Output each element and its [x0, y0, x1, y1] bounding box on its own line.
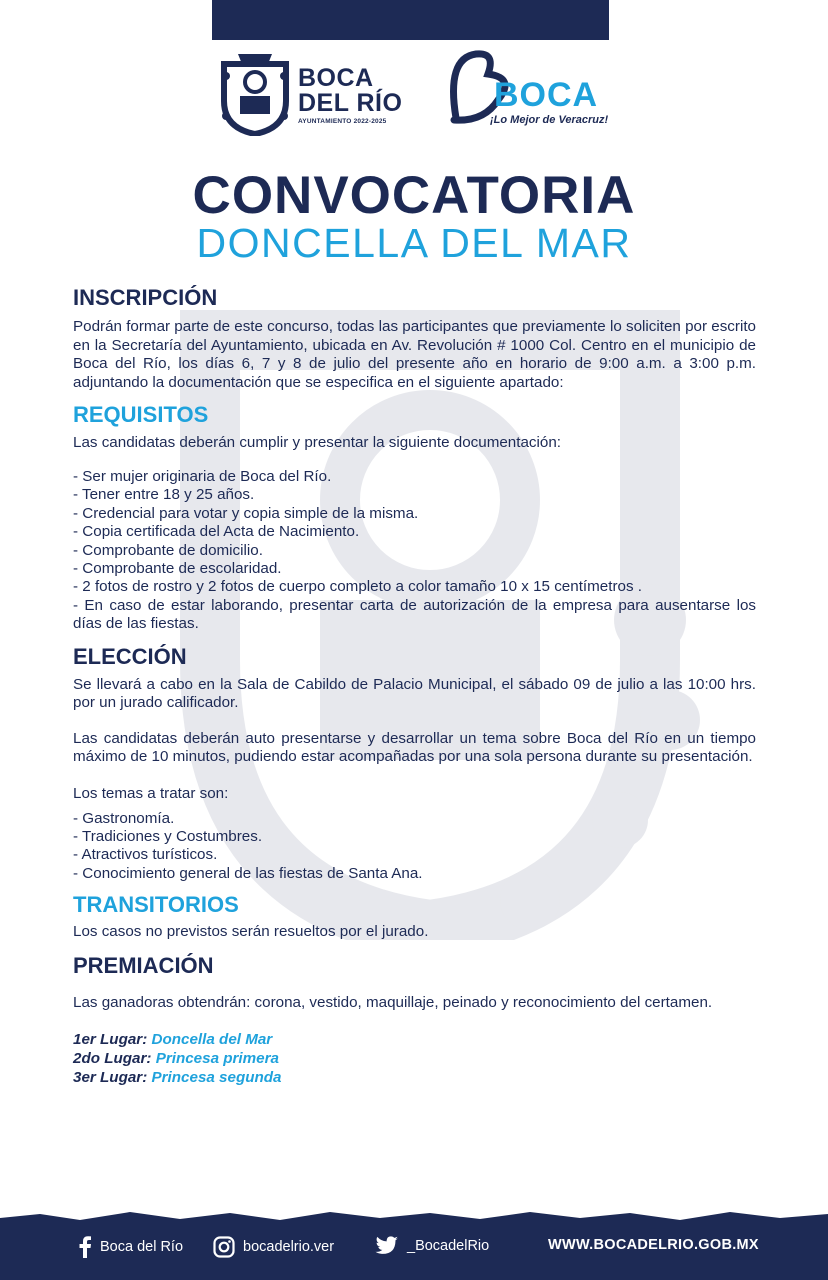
temas-intro: Los temas a tratar son: — [73, 785, 229, 802]
inscripcion-text: Podrán formar parte de este concurso, todas las participantes que previamente lo soliciten por escrito en la Secretaría del Ayuntamiento, ubicada en Av. Revolución # 1000 Col. Centro en el municipio de Boca del Río, los días 6, 7 y 8 de julio del presente año en horario de 9:00 a.m. a 3:00 p.m. adjuntando la documentación que se especifica en el siguiente apartado: — [73, 318, 756, 391]
heading-eleccion: ELECCIÓN — [73, 643, 187, 669]
logo-text-ayuntamiento: AYUNTAMIENTO 2022-2025 — [298, 118, 387, 125]
tema-item: - Conocimiento general de las fiestas de Santa Ana. — [73, 864, 423, 882]
eleccion-paragraph-2: Las candidatas deberán auto presentarse y desarrollar un tema sobre Boca del Río en un tiempo máximo de 10 minutos, pudiendo estar acompañadas por una sola persona durante su presentación. — [73, 729, 756, 766]
municipal-seal-logo — [216, 46, 294, 136]
svg-text:BOCA: BOCA — [494, 76, 599, 114]
requisito-item: - En caso de estar laborando, presentar carta de autorización de la empresa para ausentarse los días de las fiestas. — [73, 596, 756, 633]
tema-item: - Gastronomía. — [73, 809, 175, 827]
twitter-label: _BocadelRio — [407, 1238, 490, 1254]
requisito-item: - Credencial para votar y copia simple de la misma. — [73, 504, 419, 522]
content — [73, 284, 756, 1087]
heading-inscripcion: INSCRIPCIÓN — [73, 285, 218, 310]
instagram-icon — [213, 1236, 235, 1258]
logo-text-boca: BOCA — [298, 64, 374, 92]
logo-text-del-rio: DEL RÍO — [298, 89, 403, 117]
tema-item: - Atractivos turísticos. — [73, 846, 218, 864]
requisitos-intro: Las candidatas deberán cumplir y presentar la siguiente documentación: — [73, 434, 561, 452]
heading-premiacion: PREMIACIÓN — [73, 952, 214, 978]
twitter-icon — [375, 1236, 399, 1256]
footer-twitter[interactable] — [375, 1236, 489, 1256]
requisito-item: - Comprobante de escolaridad. — [73, 560, 282, 577]
heading-transitorios: TRANSITORIOS — [73, 892, 239, 918]
eleccion-paragraph-1: Se llevará a cabo en la Sala de Cabildo de Palacio Municipal, el sábado 09 de julio a las 10:00 hrs. por un jurado calificador. — [73, 675, 756, 712]
transitorios-text: Los casos no previstos serán resueltos por el jurado. — [73, 923, 429, 941]
instagram-label: bocadelrio.ver — [243, 1239, 335, 1255]
title-convocatoria: CONVOCATORIA — [192, 166, 636, 225]
footer-facebook[interactable] — [78, 1236, 183, 1258]
facebook-icon — [78, 1236, 92, 1258]
boca-tagline: ¡Lo Mejor de Veracruz! — [490, 114, 609, 126]
top-bar — [212, 0, 609, 40]
prize-2: 2do Lugar: Princesa primera — [73, 1050, 279, 1067]
heading-requisitos: REQUISITOS — [73, 402, 209, 428]
facebook-label: Boca del Río — [100, 1239, 184, 1255]
prize-3: 3er Lugar: Princesa segunda — [73, 1068, 282, 1086]
requisito-item: - 2 fotos de rostro y 2 fotos de cuerpo completo a color tamaño 10 x 15 centímetros . — [73, 578, 642, 596]
prize-1: 1er Lugar: Doncella del Mar — [73, 1031, 273, 1049]
premiacion-text: Las ganadoras obtendrán: corona, vestido, maquillaje, peinado y reconocimiento del certamen. — [73, 993, 713, 1011]
requisito-item: - Ser mujer originaria de Boca del Río. — [73, 467, 332, 485]
requisito-item: - Tener entre 18 y 25 años. — [73, 486, 255, 504]
footer-website-link[interactable]: WWW.BOCADELRIO.GOB.MX — [548, 1237, 759, 1253]
requisito-item: - Copia certificada del Acta de Nacimiento. — [73, 523, 360, 541]
requisito-item: - Comprobante de domicilio. — [73, 541, 263, 559]
tema-item: - Tradiciones y Costumbres. — [73, 828, 263, 845]
footer-instagram[interactable] — [213, 1236, 334, 1258]
title-doncella-del-mar: DONCELLA DEL MAR — [196, 220, 632, 266]
